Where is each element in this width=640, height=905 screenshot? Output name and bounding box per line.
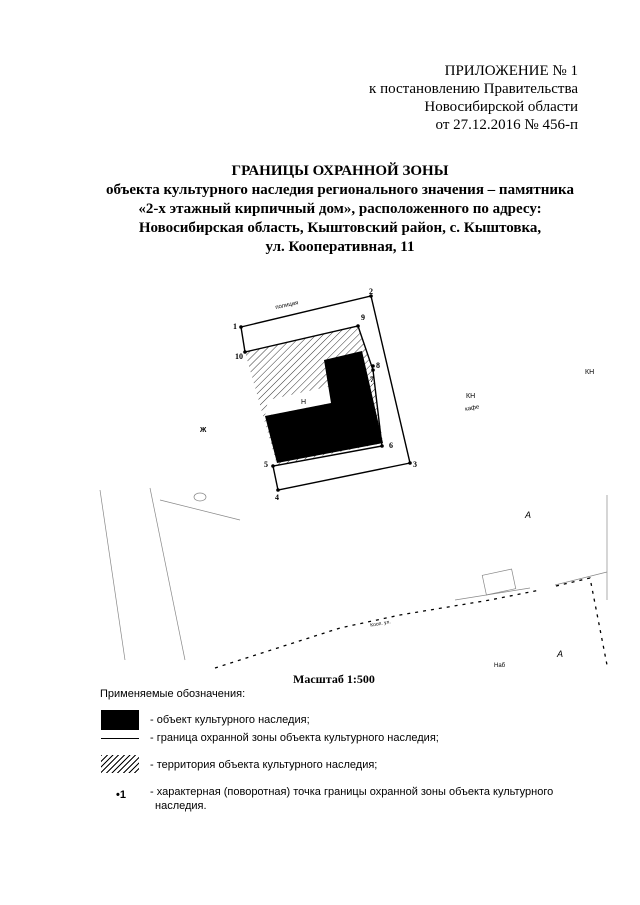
map-label-police: полиция [274, 300, 299, 312]
map-label-a: А [525, 510, 532, 520]
map-label-nab: Наб [494, 663, 506, 669]
page-title [100, 162, 580, 257]
appendix-ref: к постановлению Правительства [369, 81, 578, 97]
title-line: Новосибирская область, Кыштовский район, с. Кыштовка, [138, 220, 542, 236]
map-label-kn: КН [466, 393, 476, 400]
site-plan-map [0, 280, 640, 675]
appendix-region: Новосибирской области [424, 99, 578, 115]
appendix-header [369, 62, 578, 134]
title-line: «2-х этажный кирпичный дом», расположенного по адресу: [138, 201, 542, 217]
point-label: 2 [369, 287, 373, 296]
legend-point-label: - характерная (поворотная) точка границы охранной зоны объекта культурного [150, 786, 554, 798]
point-label: 1 [233, 322, 237, 331]
map-label-a: А [557, 649, 564, 659]
legend-territory-swatch [101, 755, 139, 773]
point-label: 4 [275, 493, 279, 502]
map-label-n: Н [301, 399, 307, 406]
legend-territory-label: - территория объекта культурного наследия; [150, 759, 378, 771]
legend-heading: Применяемые обозначения: [100, 688, 246, 700]
map-scale: Масштаб 1:500 [293, 672, 375, 686]
point-label: 5 [264, 460, 268, 469]
map-label-cafe: кафе [464, 404, 480, 413]
legend-object-label: - объект культурного наследия; [150, 714, 310, 726]
point-label: 7 [370, 375, 374, 384]
map-label-street: Кооп. ул. [369, 619, 392, 629]
map-label-zh: Ж [200, 427, 207, 434]
point-label: 10 [235, 352, 243, 361]
title-line: ГРАНИЦЫ ОХРАННОЙ ЗОНЫ [231, 163, 449, 179]
point-label: 9 [361, 313, 365, 322]
appendix-number: ПРИЛОЖЕНИЕ № 1 [444, 63, 578, 79]
point-label: 8 [376, 361, 380, 370]
property-line [556, 578, 607, 665]
point-label: 6 [389, 441, 393, 450]
map-label-kn: КН [585, 369, 595, 376]
appendix-date: от 27.12.2016 № 456-п [435, 117, 578, 133]
property-line [215, 590, 540, 668]
legend-boundary-swatch [101, 738, 139, 739]
legend-boundary-label: - граница охранной зоны объекта культурного наследия; [150, 732, 439, 744]
title-line: объекта культурного наследия регионального значения – памятника [106, 182, 574, 198]
legend-object-swatch [101, 710, 139, 730]
point-label: 3 [413, 460, 417, 469]
title-line: ул. Кооперативная, 11 [265, 239, 415, 255]
legend-point-label-cont: наследия. [155, 800, 207, 812]
legend-point-symbol: •1 [116, 789, 126, 801]
